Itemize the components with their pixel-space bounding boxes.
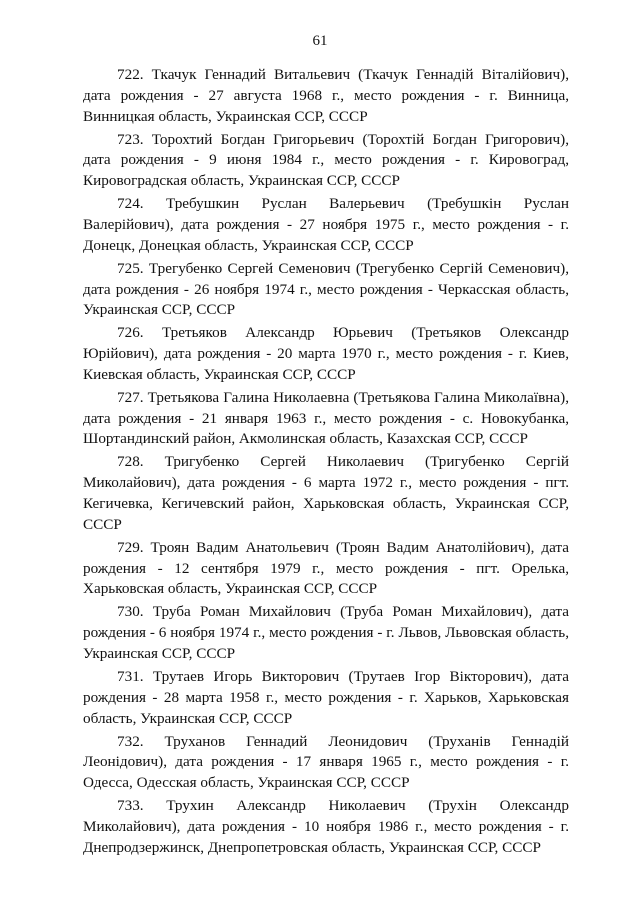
list-entry: 728. Тригубенко Сергей Николаевич (Тригубенко Сергій Миколайович), дата рождения - 6 марта 1972 г., место рождения - пгт. Кегичевка, Кегичевский район, Харьковская область, Украинская ССР, СССР xyxy=(83,453,569,533)
list-entry: 722. Ткачук Геннадий Витальевич (Ткачук Геннадій Віталійович), дата рождения - 27 августа 1968 г., место рождения - г. Винница, Винницкая область, Украинская ССР, СССР xyxy=(83,66,569,125)
list-entry: 732. Труханов Геннадий Леонидович (Труханів Геннадій Леонідович), дата рождения - 17 января 1965 г., место рождения - г. Одесса, Одесская область, Украинская ССР, СССР xyxy=(83,732,569,792)
page-number: 61 xyxy=(312,33,328,49)
list-entry: 730. Труба Роман Михайлович (Труба Роман Михайлович), дата рождения - 6 ноября 1974 г., место рождения - г. Львов, Львовская область, Украинская ССР, СССР xyxy=(83,603,569,663)
list-entry: 733. Трухин Александр Николаевич (Трухін Олександр Миколайович), дата рождения - 10 ноября 1986 г., место рождения - г. Днепродзержинск, Днепропетровская область, Украинская ССР, СССР xyxy=(83,797,569,856)
list-entry: 724. Требушкин Руслан Валерьевич (Требушкін Руслан Валерійович), дата рождения - 27 ноября 1975 г., место рождения - г. Донецк, Донецкая область, Украинская ССР, СССР xyxy=(83,195,569,254)
list-entry: 727. Третьякова Галина Николаевна (Третьякова Галина Миколаївна), дата рождения - 21 января 1963 г., место рождения - с. Новокубанка, Шортандинский район, Акмолинская область, Казахская ССР, СССР xyxy=(83,388,569,448)
list-entry: 723. Торохтий Богдан Григорьевич (Торохтій Богдан Григорович), дата рождения - 9 июня 1984 г., место рождения - г. Кировоград, Кировоградская область, Украинская ССР, СССР xyxy=(83,130,569,190)
entry-list xyxy=(83,65,569,861)
list-entry: 725. Трегубенко Сергей Семенович (Трегубенко Сергій Семенович), дата рождения - 26 ноября 1974 г., место рождения - Черкасская область, Украинская ССР, СССР xyxy=(83,259,569,319)
list-entry: 726. Третьяков Александр Юрьевич (Третьяков Олександр Юрійович), дата рождения - 20 марта 1970 г., место рождения - г. Киев, Киевская область, Украинская ССР, СССР xyxy=(83,324,569,383)
list-entry: 729. Троян Вадим Анатольевич (Троян Вадим Анатолійович), дата рождения - 12 сентября 1979 г., место рождения - пгт. Орелька, Харьковская область, Украинская ССР, СССР xyxy=(83,538,569,598)
list-entry: 731. Трутаев Игорь Викторович (Трутаев Ігор Вікторович), дата рождения - 28 марта 1958 г., место рождения - г. Харьков, Харьковская область, Украинская ССР, СССР xyxy=(83,668,569,727)
